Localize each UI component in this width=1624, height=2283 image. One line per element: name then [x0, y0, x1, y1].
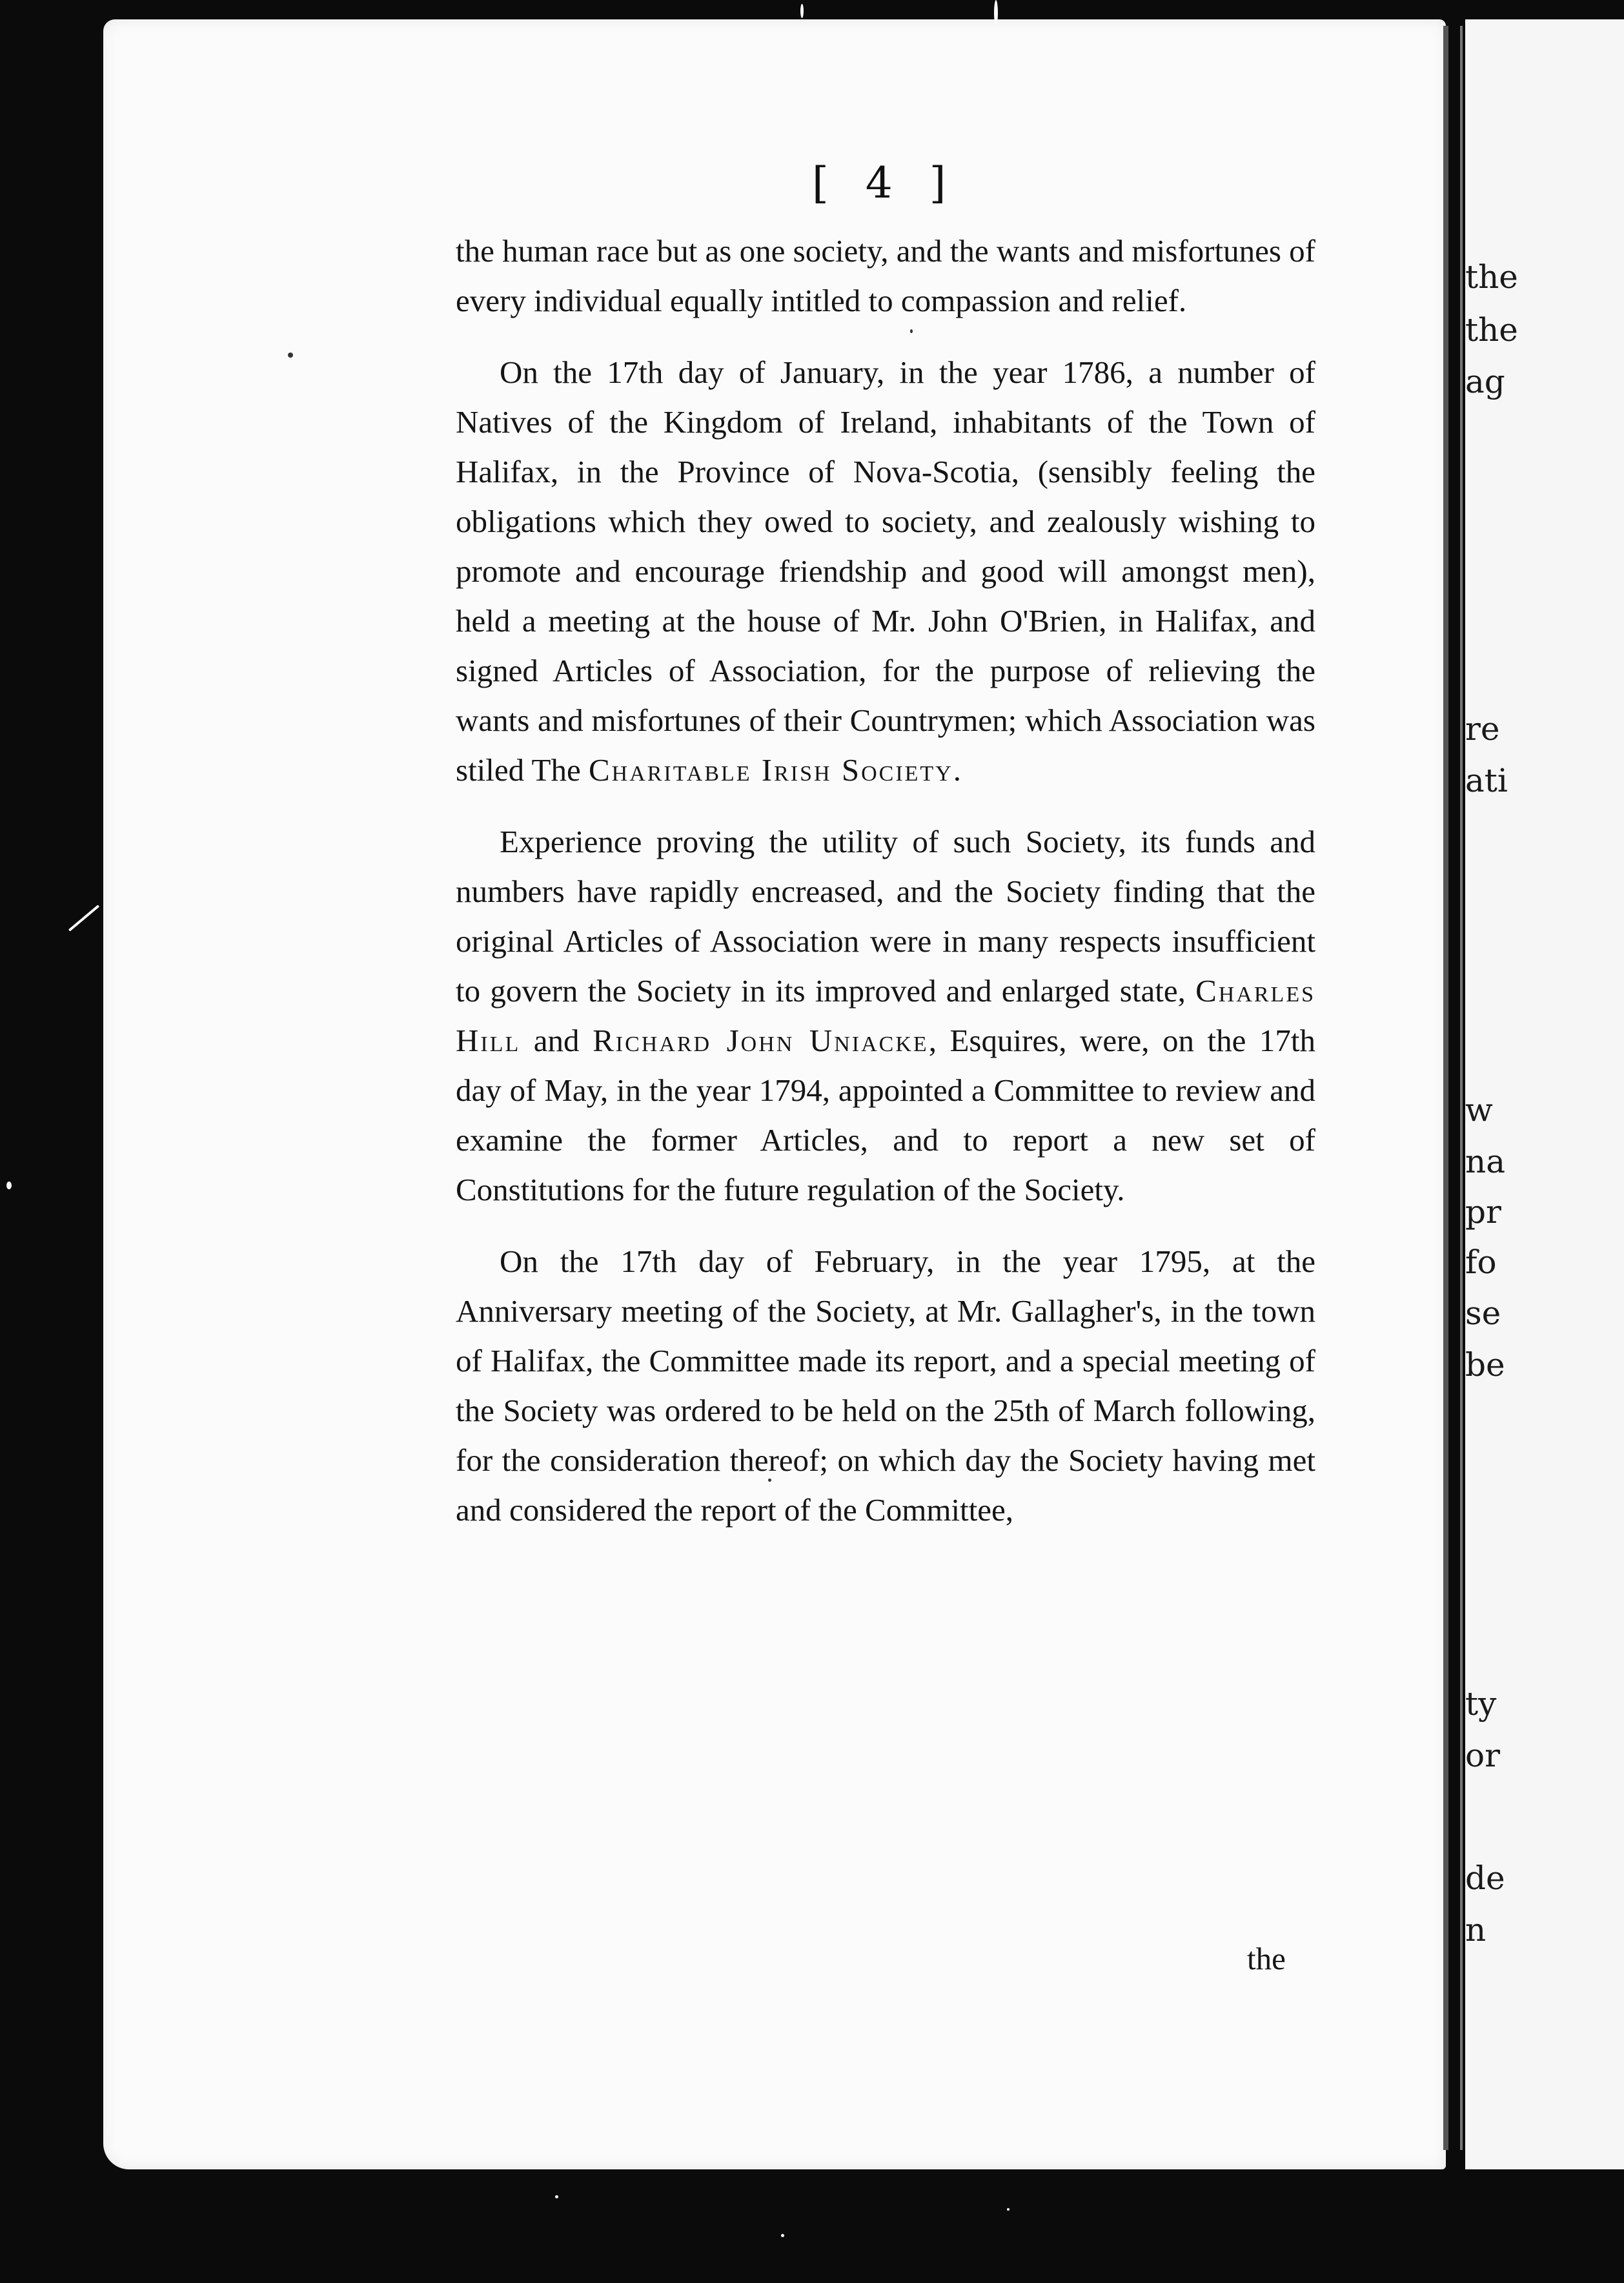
facing-fragment: pr: [1465, 1193, 1501, 1231]
facing-fragment: fo: [1465, 1244, 1497, 1281]
scan-speck: [781, 2234, 784, 2237]
scan-speck: [768, 1479, 771, 1482]
conjunction: and: [520, 1023, 593, 1058]
facing-fragment: or: [1465, 1737, 1501, 1774]
scan-speck: [555, 2195, 558, 2198]
facing-fragment: na: [1465, 1143, 1506, 1180]
paragraph-continued: the human race but as one society, and the wants and misfortunes of every individual equally intitled to compassion and relief.: [456, 233, 1315, 318]
facing-fragment: re: [1465, 710, 1500, 748]
facing-page: [1465, 19, 1624, 2169]
scan-speck: [68, 905, 100, 932]
committee-member-2: Richard John Uniacke: [593, 1023, 929, 1058]
paragraph-founding: [456, 347, 1315, 795]
facing-fragment: de: [1465, 1859, 1505, 1897]
scan-speck: [800, 4, 804, 18]
facing-fragment: be: [1465, 1346, 1505, 1384]
body-text: [456, 226, 1315, 1557]
catchword: the: [1247, 1941, 1286, 1976]
scan-speck: [910, 329, 913, 333]
paragraph-committee-end: , Esquires, were, on the 17th day of May, in the year 1794, appointed a Committee to review and examine the former Articles, and to report a new set of Constitutions for the future regulation of the Society.: [456, 1023, 1315, 1207]
society-name: Charitable Irish Society: [588, 752, 953, 788]
facing-fragment: w: [1465, 1091, 1493, 1129]
paragraph-committee: [456, 817, 1315, 1214]
facing-fragment: ag: [1465, 363, 1505, 400]
facing-fragment: se: [1465, 1295, 1501, 1332]
facing-fragment: the: [1465, 311, 1518, 349]
facing-fragment: ty: [1465, 1685, 1497, 1723]
committee-member-1: Charles Hill: [456, 973, 1315, 1058]
page-number: [ 4 ]: [812, 158, 958, 208]
scan-speck: [288, 353, 293, 358]
scan-speck: [994, 0, 998, 26]
scan-speck: [1007, 2208, 1010, 2211]
facing-fragment: n: [1465, 1911, 1487, 1949]
scan-speck: [6, 1182, 12, 1189]
paragraph-founding-end: .: [953, 752, 961, 788]
paragraph-committee-text: Experience proving the utility of such Society, its funds and numbers have rapidly encreased, and the Society finding that the original Articles of Association were in many respects insufficient to govern the Society in its improved and enlarged state,: [456, 824, 1315, 1008]
binding-gutter: [1443, 26, 1448, 2150]
paragraph-anniversary: On the 17th day of February, in the year 1795, at the Anniversary meeting of the Society, at Mr. Gallagher's, in the town of Halifax, the Committee made its report, and a special meeting of the Society was ordered to be held on the 25th of March following, for the consideration thereof; on which day the Society having met and considered the report of the Committee,: [456, 1244, 1315, 1528]
facing-fragment: the: [1465, 258, 1518, 296]
binding-gutter-shadow: [1460, 26, 1463, 2150]
paragraph-founding-text: On the 17th day of January, in the year 1786, a number of Natives of the Kingdom of Ireland, inhabitants of the Town of Halifax, in the Province of Nova-Scotia, (sensibly feeling the obligations which they owed to society, and zealously wishing to promote and encourage friendship and good will amongst men), held a meeting at the house of Mr. John O'Brien, in Halifax, and signed Articles of Association, for the purpose of relieving the wants and misfortunes of their Countrymen; which Association was stiled The: [456, 354, 1315, 788]
facing-fragment: ati: [1465, 762, 1508, 799]
